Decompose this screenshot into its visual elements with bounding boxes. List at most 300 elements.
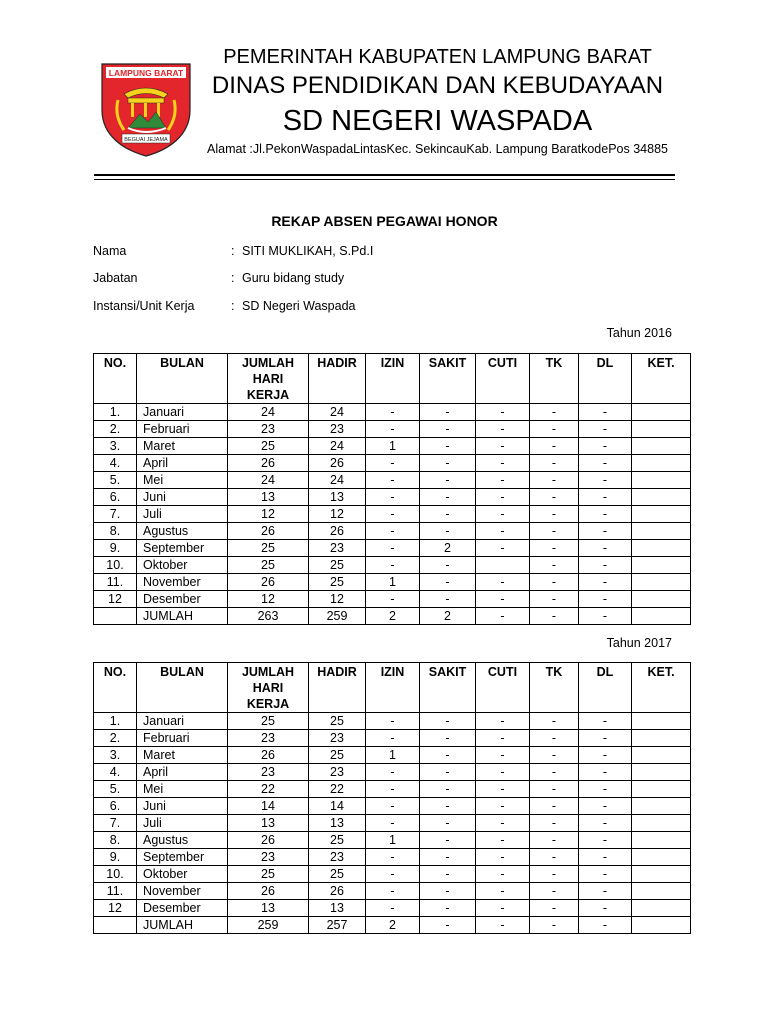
cell-tk: -	[530, 438, 579, 455]
column-header-bulan: BULAN	[137, 354, 228, 404]
cell-tk: -	[530, 883, 579, 900]
field-value: Guru bidang study	[242, 271, 345, 285]
cell-hadir: 13	[309, 489, 366, 506]
attendance-table-2016	[93, 353, 691, 625]
column-header-dl: DL	[579, 663, 632, 713]
cell-dl: -	[579, 764, 632, 781]
cell-dl: -	[579, 713, 632, 730]
field-value: SD Negeri Waspada	[242, 299, 356, 313]
cell-no: 7.	[94, 506, 137, 523]
cell-tk: -	[530, 866, 579, 883]
column-header-jumlah-hari-kerja: JUMLAH HARI KERJA	[228, 663, 309, 713]
table-row	[94, 781, 691, 798]
cell-izin: -	[366, 591, 420, 608]
cell-ket	[632, 455, 691, 472]
cell-hadir: 25	[309, 832, 366, 849]
cell-no: 5.	[94, 472, 137, 489]
cell-izin: -	[366, 523, 420, 540]
cell-tk: -	[530, 798, 579, 815]
cell-sakit: -	[420, 764, 476, 781]
cell-izin: -	[366, 540, 420, 557]
letterhead-school: SD NEGERI WASPADA	[282, 105, 593, 137]
cell-bulan: Juni	[137, 489, 228, 506]
cell-tk: -	[530, 472, 579, 489]
cell-izin: -	[366, 506, 420, 523]
cell-bulan: November	[137, 574, 228, 591]
column-header-sakit: SAKIT	[420, 663, 476, 713]
cell-ket	[632, 832, 691, 849]
cell-sakit: -	[420, 815, 476, 832]
cell-hadir: 26	[309, 455, 366, 472]
cell-no: 11.	[94, 883, 137, 900]
cell-izin: -	[366, 421, 420, 438]
table-row	[94, 730, 691, 747]
field-separator: :	[231, 299, 235, 313]
cell-izin: -	[366, 849, 420, 866]
cell-jumlah-hari-kerja: 25	[228, 713, 309, 730]
column-header-no: NO.	[94, 354, 137, 404]
cell-sakit: -	[420, 489, 476, 506]
cell-no: 12	[94, 591, 137, 608]
cell-bulan: Januari	[137, 404, 228, 421]
column-header-no: NO.	[94, 663, 137, 713]
table-row	[94, 523, 691, 540]
cell-cuti: -	[476, 917, 530, 934]
column-header-jumlah-hari-kerja: JUMLAH HARI KERJA	[228, 354, 309, 404]
cell-no: 2.	[94, 730, 137, 747]
cell-jumlah-hari-kerja: 14	[228, 798, 309, 815]
cell-bulan: Oktober	[137, 557, 228, 574]
cell-ket	[632, 747, 691, 764]
cell-ket	[632, 849, 691, 866]
cell-sakit: -	[420, 455, 476, 472]
cell-ket	[632, 917, 691, 934]
cell-no: 5.	[94, 781, 137, 798]
cell-sakit: -	[420, 832, 476, 849]
cell-no: 9.	[94, 849, 137, 866]
table-row	[94, 404, 691, 421]
column-header-cuti: CUTI	[476, 663, 530, 713]
cell-bulan: JUMLAH	[137, 608, 228, 625]
cell-jumlah-hari-kerja: 26	[228, 883, 309, 900]
cell-ket	[632, 883, 691, 900]
cell-dl: -	[579, 781, 632, 798]
cell-dl: -	[579, 421, 632, 438]
cell-jumlah-hari-kerja: 25	[228, 438, 309, 455]
year-label-2017: Tahun 2017	[606, 636, 672, 650]
cell-no: 4.	[94, 764, 137, 781]
cell-cuti: -	[476, 438, 530, 455]
cell-tk: -	[530, 608, 579, 625]
cell-cuti: -	[476, 472, 530, 489]
column-header-hadir: HADIR	[309, 663, 366, 713]
cell-dl: -	[579, 591, 632, 608]
cell-no: 8.	[94, 523, 137, 540]
cell-cuti: -	[476, 832, 530, 849]
cell-cuti: -	[476, 421, 530, 438]
cell-izin: -	[366, 866, 420, 883]
cell-ket	[632, 608, 691, 625]
cell-ket	[632, 798, 691, 815]
cell-dl: -	[579, 798, 632, 815]
cell-tk: -	[530, 455, 579, 472]
cell-sakit: -	[420, 404, 476, 421]
letterhead-government: PEMERINTAH KABUPATEN LAMPUNG BARAT	[223, 46, 652, 68]
cell-tk: -	[530, 849, 579, 866]
cell-sakit: -	[420, 900, 476, 917]
cell-jumlah-hari-kerja: 26	[228, 523, 309, 540]
cell-izin: -	[366, 472, 420, 489]
table-row	[94, 574, 691, 591]
cell-dl: -	[579, 404, 632, 421]
cell-hadir: 26	[309, 523, 366, 540]
cell-ket	[632, 404, 691, 421]
cell-tk: -	[530, 506, 579, 523]
cell-bulan: Mei	[137, 781, 228, 798]
cell-no	[94, 608, 137, 625]
cell-tk: -	[530, 557, 579, 574]
cell-tk: -	[530, 421, 579, 438]
cell-sakit: -	[420, 713, 476, 730]
cell-no: 9.	[94, 540, 137, 557]
cell-izin: -	[366, 815, 420, 832]
cell-bulan: Maret	[137, 747, 228, 764]
cell-sakit: 2	[420, 540, 476, 557]
cell-hadir: 13	[309, 815, 366, 832]
cell-sakit: -	[420, 523, 476, 540]
cell-jumlah-hari-kerja: 12	[228, 591, 309, 608]
column-header-cuti: CUTI	[476, 354, 530, 404]
cell-izin: -	[366, 764, 420, 781]
cell-tk: -	[530, 832, 579, 849]
cell-dl: -	[579, 540, 632, 557]
cell-tk: -	[530, 591, 579, 608]
cell-tk: -	[530, 489, 579, 506]
document-title: REKAP ABSEN PEGAWAI HONOR	[271, 213, 498, 229]
cell-tk: -	[530, 900, 579, 917]
field-label: Nama	[93, 244, 127, 258]
field-label: Instansi/Unit Kerja	[93, 299, 195, 313]
cell-ket	[632, 574, 691, 591]
cell-cuti: -	[476, 900, 530, 917]
cell-cuti: -	[476, 883, 530, 900]
cell-ket	[632, 781, 691, 798]
column-header-tk: TK	[530, 663, 579, 713]
cell-hadir: 25	[309, 747, 366, 764]
table-header-row	[94, 663, 691, 713]
cell-no: 10.	[94, 557, 137, 574]
cell-sakit: -	[420, 557, 476, 574]
cell-cuti	[476, 557, 530, 574]
cell-izin: -	[366, 489, 420, 506]
cell-ket	[632, 489, 691, 506]
cell-dl: -	[579, 900, 632, 917]
cell-jumlah-hari-kerja: 25	[228, 866, 309, 883]
cell-hadir: 24	[309, 472, 366, 489]
cell-bulan: Juni	[137, 798, 228, 815]
cell-izin: 1	[366, 832, 420, 849]
cell-cuti: -	[476, 781, 530, 798]
cell-bulan: April	[137, 455, 228, 472]
table-row	[94, 489, 691, 506]
cell-no	[94, 917, 137, 934]
cell-hadir: 259	[309, 608, 366, 625]
cell-dl: -	[579, 523, 632, 540]
cell-hadir: 22	[309, 781, 366, 798]
cell-sakit: -	[420, 917, 476, 934]
cell-dl: -	[579, 883, 632, 900]
cell-bulan: Januari	[137, 713, 228, 730]
cell-cuti: -	[476, 489, 530, 506]
cell-cuti: -	[476, 764, 530, 781]
cell-jumlah-hari-kerja: 23	[228, 421, 309, 438]
cell-bulan: Juli	[137, 815, 228, 832]
cell-izin: -	[366, 781, 420, 798]
cell-cuti: -	[476, 540, 530, 557]
cell-jumlah-hari-kerja: 13	[228, 815, 309, 832]
cell-jumlah-hari-kerja: 259	[228, 917, 309, 934]
cell-bulan: JUMLAH	[137, 917, 228, 934]
cell-ket	[632, 557, 691, 574]
cell-tk: -	[530, 730, 579, 747]
cell-dl: -	[579, 506, 632, 523]
cell-ket	[632, 438, 691, 455]
cell-dl: -	[579, 917, 632, 934]
cell-jumlah-hari-kerja: 12	[228, 506, 309, 523]
cell-hadir: 25	[309, 574, 366, 591]
cell-dl: -	[579, 849, 632, 866]
cell-bulan: Agustus	[137, 832, 228, 849]
cell-ket	[632, 421, 691, 438]
emblem-banner-text: LAMPUNG BARAT	[108, 68, 184, 78]
attendance-table-2017	[93, 662, 691, 934]
cell-jumlah-hari-kerja: 25	[228, 540, 309, 557]
cell-cuti: -	[476, 404, 530, 421]
cell-cuti: -	[476, 798, 530, 815]
cell-bulan: Desember	[137, 900, 228, 917]
table-row	[94, 438, 691, 455]
cell-ket	[632, 472, 691, 489]
letterhead-address: Alamat :Jl.PekonWaspadaLintasKec. SekincauKab. Lampung BaratkodePos 34885	[207, 142, 668, 156]
cell-hadir: 23	[309, 730, 366, 747]
cell-dl: -	[579, 574, 632, 591]
cell-cuti: -	[476, 747, 530, 764]
cell-hadir: 23	[309, 421, 366, 438]
cell-hadir: 25	[309, 557, 366, 574]
cell-dl: -	[579, 747, 632, 764]
cell-izin: 2	[366, 917, 420, 934]
cell-dl: -	[579, 866, 632, 883]
cell-bulan: Oktober	[137, 866, 228, 883]
cell-no: 4.	[94, 455, 137, 472]
cell-sakit: -	[420, 730, 476, 747]
cell-no: 6.	[94, 489, 137, 506]
cell-cuti: -	[476, 730, 530, 747]
cell-sakit: -	[420, 883, 476, 900]
cell-cuti: -	[476, 866, 530, 883]
cell-sakit: -	[420, 472, 476, 489]
cell-tk: -	[530, 764, 579, 781]
cell-no: 12	[94, 900, 137, 917]
year-label-2016: Tahun 2016	[606, 326, 672, 340]
cell-jumlah-hari-kerja: 23	[228, 730, 309, 747]
cell-cuti: -	[476, 608, 530, 625]
cell-cuti: -	[476, 455, 530, 472]
cell-jumlah-hari-kerja: 13	[228, 900, 309, 917]
cell-cuti: -	[476, 849, 530, 866]
cell-hadir: 25	[309, 866, 366, 883]
cell-jumlah-hari-kerja: 23	[228, 849, 309, 866]
letterhead-department: DINAS PENDIDIKAN DAN KEBUDAYAAN	[211, 72, 664, 99]
cell-dl: -	[579, 608, 632, 625]
cell-izin: -	[366, 798, 420, 815]
table-row	[94, 557, 691, 574]
cell-jumlah-hari-kerja: 23	[228, 764, 309, 781]
cell-no: 10.	[94, 866, 137, 883]
total-row	[94, 917, 691, 934]
cell-hadir: 13	[309, 900, 366, 917]
cell-hadir: 24	[309, 404, 366, 421]
cell-sakit: 2	[420, 608, 476, 625]
cell-no: 3.	[94, 438, 137, 455]
column-header-izin: IZIN	[366, 354, 420, 404]
cell-sakit: -	[420, 574, 476, 591]
column-header-izin: IZIN	[366, 663, 420, 713]
cell-dl: -	[579, 815, 632, 832]
cell-bulan: Mei	[137, 472, 228, 489]
cell-jumlah-hari-kerja: 26	[228, 832, 309, 849]
cell-dl: -	[579, 489, 632, 506]
cell-izin: 1	[366, 438, 420, 455]
cell-sakit: -	[420, 866, 476, 883]
table-row	[94, 455, 691, 472]
cell-ket	[632, 900, 691, 917]
cell-hadir: 24	[309, 438, 366, 455]
cell-hadir: 257	[309, 917, 366, 934]
cell-dl: -	[579, 455, 632, 472]
cell-ket	[632, 815, 691, 832]
cell-tk: -	[530, 404, 579, 421]
cell-sakit: -	[420, 747, 476, 764]
table-row	[94, 815, 691, 832]
cell-jumlah-hari-kerja: 26	[228, 574, 309, 591]
table-row	[94, 798, 691, 815]
cell-jumlah-hari-kerja: 26	[228, 455, 309, 472]
cell-bulan: Februari	[137, 421, 228, 438]
cell-cuti: -	[476, 574, 530, 591]
column-header-sakit: SAKIT	[420, 354, 476, 404]
cell-jumlah-hari-kerja: 13	[228, 489, 309, 506]
letterhead-divider-thin	[94, 179, 675, 180]
column-header-ket: KET.	[632, 663, 691, 713]
cell-tk: -	[530, 540, 579, 557]
cell-dl: -	[579, 730, 632, 747]
field-separator: :	[231, 244, 235, 258]
cell-no: 2.	[94, 421, 137, 438]
cell-cuti: -	[476, 815, 530, 832]
cell-tk: -	[530, 574, 579, 591]
letterhead-divider-thick	[94, 174, 675, 176]
cell-ket	[632, 866, 691, 883]
cell-bulan: Februari	[137, 730, 228, 747]
cell-no: 3.	[94, 747, 137, 764]
cell-no: 1.	[94, 404, 137, 421]
column-header-bulan: BULAN	[137, 663, 228, 713]
cell-cuti: -	[476, 523, 530, 540]
cell-sakit: -	[420, 849, 476, 866]
cell-hadir: 12	[309, 591, 366, 608]
table-header-row	[94, 354, 691, 404]
field-label: Jabatan	[93, 271, 138, 285]
cell-cuti: -	[476, 506, 530, 523]
table-row	[94, 421, 691, 438]
table-row	[94, 713, 691, 730]
cell-bulan: November	[137, 883, 228, 900]
field-separator: :	[231, 271, 235, 285]
column-header-dl: DL	[579, 354, 632, 404]
cell-no: 7.	[94, 815, 137, 832]
cell-izin: -	[366, 900, 420, 917]
cell-jumlah-hari-kerja: 24	[228, 472, 309, 489]
cell-jumlah-hari-kerja: 24	[228, 404, 309, 421]
cell-hadir: 25	[309, 713, 366, 730]
cell-jumlah-hari-kerja: 263	[228, 608, 309, 625]
cell-cuti: -	[476, 713, 530, 730]
cell-ket	[632, 591, 691, 608]
cell-dl: -	[579, 472, 632, 489]
cell-tk: -	[530, 747, 579, 764]
cell-no: 11.	[94, 574, 137, 591]
cell-bulan: September	[137, 849, 228, 866]
total-row	[94, 608, 691, 625]
table-row	[94, 764, 691, 781]
table-row	[94, 849, 691, 866]
cell-izin: -	[366, 455, 420, 472]
cell-bulan: Maret	[137, 438, 228, 455]
column-header-tk: TK	[530, 354, 579, 404]
table-row	[94, 506, 691, 523]
cell-no: 6.	[94, 798, 137, 815]
cell-tk: -	[530, 781, 579, 798]
table-row	[94, 883, 691, 900]
cell-izin: 1	[366, 747, 420, 764]
column-header-ket: KET.	[632, 354, 691, 404]
cell-dl: -	[579, 832, 632, 849]
table-row	[94, 472, 691, 489]
emblem-motto: BEGUAI JEJAMA	[124, 137, 168, 143]
cell-ket	[632, 540, 691, 557]
cell-ket	[632, 506, 691, 523]
cell-hadir: 23	[309, 849, 366, 866]
field-value: SITI MUKLIKAH, S.Pd.I	[242, 244, 374, 258]
cell-hadir: 23	[309, 764, 366, 781]
cell-tk: -	[530, 917, 579, 934]
cell-hadir: 12	[309, 506, 366, 523]
cell-bulan: Juli	[137, 506, 228, 523]
cell-izin: 2	[366, 608, 420, 625]
cell-jumlah-hari-kerja: 26	[228, 747, 309, 764]
cell-hadir: 26	[309, 883, 366, 900]
cell-jumlah-hari-kerja: 22	[228, 781, 309, 798]
cell-tk: -	[530, 815, 579, 832]
cell-izin: -	[366, 713, 420, 730]
cell-izin: -	[366, 730, 420, 747]
cell-no: 8.	[94, 832, 137, 849]
cell-dl: -	[579, 438, 632, 455]
cell-bulan: September	[137, 540, 228, 557]
cell-sakit: -	[420, 506, 476, 523]
cell-dl: -	[579, 557, 632, 574]
